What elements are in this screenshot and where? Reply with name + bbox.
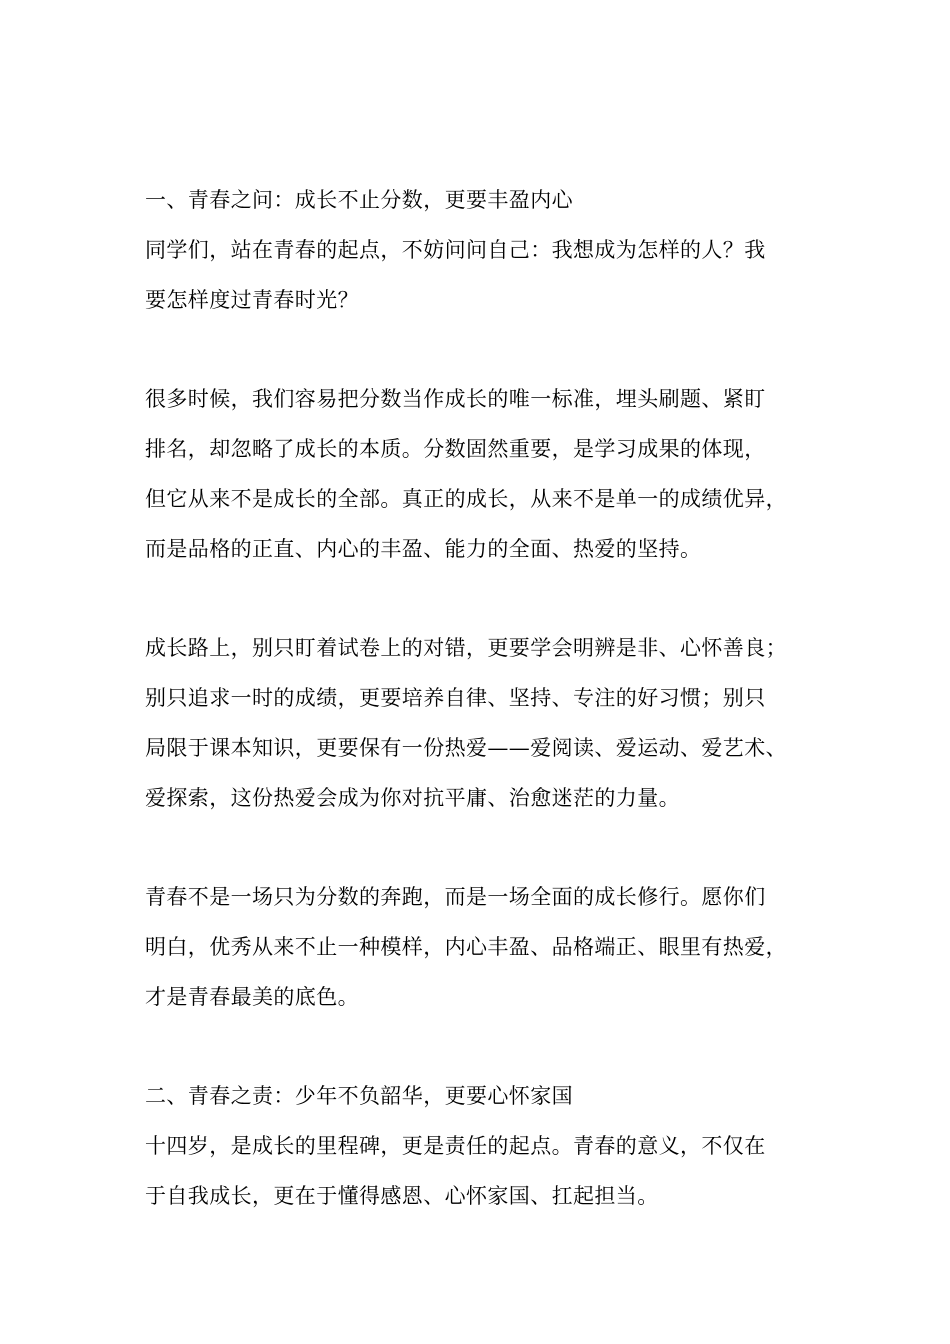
paragraph-line: 要怎样度过青春时光？: [145, 288, 359, 312]
paragraph-line: 局限于课本知识，更要保有一份热爱——爱阅读、爱运动、爱艺术、: [145, 736, 787, 760]
paragraph-line: 明白，优秀从来不止一种模样，内心丰盈、品格端正、眼里有热爱，: [145, 935, 787, 959]
paragraph-line: 爱探索，这份热爱会成为你对抗平庸、治愈迷茫的力量。: [145, 786, 680, 810]
paragraph-line: 同学们，站在青春的起点，不妨问问自己：我想成为怎样的人？我: [145, 238, 766, 262]
section-heading: 一、青春之问：成长不止分数，更要丰盈内心: [145, 188, 573, 212]
paragraph-line: 而是品格的正直、内心的丰盈、能力的全面、热爱的坚持。: [145, 537, 702, 561]
paragraph-line: 很多时候，我们容易把分数当作成长的唯一标准，埋头刷题、紧盯: [145, 387, 766, 411]
paragraph-line: 青春不是一场只为分数的奔跑，而是一场全面的成长修行。愿你们: [145, 885, 766, 909]
paragraph-line: 排名，却忽略了成长的本质。分数固然重要，是学习成果的体现，: [145, 437, 766, 461]
paragraph-line: 但它从来不是成长的全部。真正的成长，从来不是单一的成绩优异，: [145, 487, 787, 511]
paragraph-line: 才是青春最美的底色。: [145, 985, 359, 1009]
paragraph-line: 十四岁，是成长的里程碑，更是责任的起点。青春的意义，不仅在: [145, 1134, 766, 1158]
paragraph-line: 别只追求一时的成绩，更要培养自律、坚持、专注的好习惯；别只: [145, 686, 766, 710]
section-heading: 二、青春之责：少年不负韶华，更要心怀家国: [145, 1084, 573, 1108]
paragraph-line: 成长路上，别只盯着试卷上的对错，更要学会明辨是非、心怀善良；: [145, 636, 787, 660]
paragraph-line: 于自我成长，更在于懂得感恩、心怀家国、扛起担当。: [145, 1184, 659, 1208]
